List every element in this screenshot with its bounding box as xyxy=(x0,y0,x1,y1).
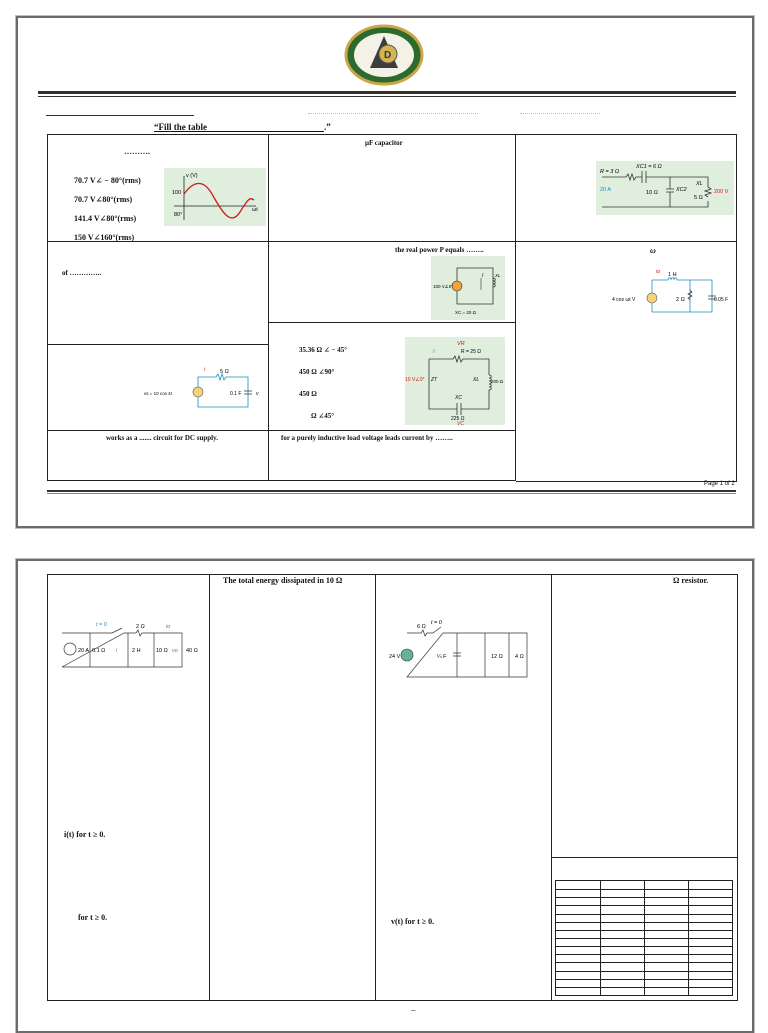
footer-mark: – xyxy=(411,1005,416,1015)
circuit-b-xc: XC = 20 Ω xyxy=(455,310,476,315)
cell-r4c2 xyxy=(269,431,516,481)
circuit-e-xl: XL xyxy=(473,377,480,383)
circuit-e-src: 10 V∠0° xyxy=(405,377,425,383)
option-b: 70.7 V∠80°(rms) xyxy=(74,195,133,204)
university-logo xyxy=(344,24,424,86)
option-a: 35.36 Ω ∠ − 45° xyxy=(299,346,348,354)
dotted-field-2 xyxy=(520,113,600,114)
question-voltage: for t ≥ 0. xyxy=(78,913,108,922)
sine-graph xyxy=(164,168,266,226)
circuit-f xyxy=(56,619,204,673)
option-d: 150 V∠160°(rms) xyxy=(74,233,135,242)
cell-r4c1 xyxy=(48,431,269,481)
circuit-d-src: vs = 10 cos 4t xyxy=(144,391,172,396)
page-number: Page 1 of 2 xyxy=(704,481,735,487)
circuit-c-src: 4 cos ωt V xyxy=(612,297,636,303)
question-table xyxy=(47,134,737,481)
circuit-e-z: ZT xyxy=(431,377,438,383)
circuit-e-xcv: 225 Ω xyxy=(451,416,465,422)
circuit-b xyxy=(431,256,505,320)
capacitor-text: µF capacitor xyxy=(365,139,403,147)
circuit-f-r3: 10 Ω xyxy=(156,648,168,654)
circuit-f-io: io xyxy=(166,624,171,630)
circuit-a xyxy=(596,161,734,215)
circuit-d xyxy=(144,363,266,417)
footer-rule xyxy=(47,490,736,492)
circuit-d-c: 0.1 F xyxy=(230,391,242,397)
instruction: “Fill the table .” xyxy=(154,122,331,132)
circuit-c xyxy=(612,264,734,316)
grid-col-line xyxy=(688,881,689,995)
circuit-b-xl: XL xyxy=(495,273,501,278)
blank-dots: ………. xyxy=(124,147,150,156)
circuit-a-xc2: XC2 xyxy=(676,187,687,193)
circuit-g-src: 24 V xyxy=(389,654,401,660)
circuit-a-r2: 10 Ω xyxy=(646,190,658,196)
circuit-f-t: t = 0 xyxy=(96,622,107,628)
circuit-f-r4: 40 Ω xyxy=(186,648,198,654)
header-rule-thin xyxy=(38,96,736,97)
circuit-g-r3: 4 Ω xyxy=(515,654,524,660)
circuit-g-r1: 6 Ω xyxy=(417,624,426,630)
circuit-e-i: I xyxy=(433,349,435,355)
option-c: 141.4 V∠80°(rms) xyxy=(74,214,137,223)
option-d: Ω ∠45° xyxy=(311,412,335,420)
inductive-load-text: for a purely inductive load voltage leads current by …….. xyxy=(281,434,453,442)
circuit-a-xl: XL xyxy=(696,181,703,187)
cell-r2c1 xyxy=(48,242,269,345)
circuit-e-r: R = 25 Ω xyxy=(461,349,481,355)
circuit-f-r2: 0.1 Ω xyxy=(92,648,106,654)
cell-r1c2 xyxy=(269,135,516,242)
circuit-f-r1: 2 Ω xyxy=(136,624,145,630)
circuit-a-v: 200 V xyxy=(714,189,729,195)
circuit-c-c: 0.05 F xyxy=(714,297,729,303)
column-4 xyxy=(551,575,737,1000)
graph-xlabel: ωt xyxy=(252,207,258,213)
answer-grid xyxy=(555,880,733,996)
circuit-f-src: 20 A xyxy=(78,648,90,654)
circuit-d-r: 5 Ω xyxy=(220,369,229,375)
name-underline xyxy=(46,115,194,116)
grid-col-line xyxy=(600,881,601,995)
omega-symbol: ω xyxy=(650,246,656,255)
footer-rule-thin xyxy=(47,493,736,494)
circuit-b-i: I xyxy=(482,273,484,279)
blank-of: of ………….. xyxy=(62,269,102,277)
graph-ymax: 100 xyxy=(172,190,182,196)
cell-r1c1 xyxy=(48,135,269,242)
circuit-d-v: v xyxy=(256,391,259,397)
impedance-options xyxy=(299,339,347,427)
cell-r2c3 xyxy=(516,242,737,482)
circuit-g-r2: 12 Ω xyxy=(491,654,503,660)
dotted-field xyxy=(308,113,478,114)
cell-r3c2 xyxy=(269,323,516,431)
graph-phase: 80° xyxy=(174,212,183,218)
circuit-g-c: ¼ F xyxy=(437,654,447,660)
dc-circuit-text: works as a ....... circuit for DC supply. xyxy=(106,434,218,442)
question-vt: v(t) for t ≥ 0. xyxy=(391,917,435,926)
circuit-e-xc: XC xyxy=(455,395,462,401)
column-4-divider xyxy=(551,857,737,858)
option-c: 450 Ω xyxy=(299,390,317,398)
cell-r3c1 xyxy=(48,345,269,431)
document-page-1 xyxy=(16,16,754,528)
column-2 xyxy=(209,575,376,1000)
energy-question: The total energy dissipated in 10 Ω xyxy=(223,576,343,585)
circuit-b-src: 100 V∠0° xyxy=(433,284,454,289)
option-a: 70.7 V∠ − 80°(rms) xyxy=(74,176,141,185)
circuit-e xyxy=(405,337,505,425)
circuit-a-xlv: 5 Ω xyxy=(694,195,703,201)
column-3 xyxy=(375,575,552,1000)
circuit-f-i: i xyxy=(116,648,118,654)
question-current: i(t) for t ≥ 0. xyxy=(64,830,106,839)
circuit-f-l: 2 H xyxy=(132,648,141,654)
header-rule xyxy=(38,91,736,94)
svg-text:D: D xyxy=(384,50,392,61)
real-power-text: the real power P equals …….. xyxy=(395,246,484,254)
circuit-g-t: t = 0 xyxy=(431,620,442,626)
cell-r2c2 xyxy=(269,242,516,323)
circuit-a-src: 20 A xyxy=(600,187,612,193)
circuit-a-xc1: XC1 = 6 Ω xyxy=(636,164,662,170)
circuit-c-r: 2 Ω xyxy=(676,297,685,303)
circuit-d-i: i xyxy=(204,367,206,373)
column-1 xyxy=(48,575,210,1000)
circuit-g xyxy=(387,615,537,683)
circuit-e-xlv: 200 Ω xyxy=(491,379,504,384)
cell-r1c3 xyxy=(516,135,737,242)
document-page-2 xyxy=(16,559,754,1033)
circuit-a-r: R = 3 Ω xyxy=(600,169,620,175)
option-b: 450 Ω ∠90° xyxy=(299,368,335,376)
grid-col-line xyxy=(644,881,645,995)
problems-table xyxy=(47,574,738,1001)
circuit-c-i: io xyxy=(656,269,661,275)
circuit-f-v: vo xyxy=(172,648,178,654)
circuit-e-vc: VC xyxy=(457,421,464,425)
graph-ylabel: v (V) xyxy=(186,173,198,179)
answer-options xyxy=(74,171,141,247)
circuit-c-l: 1 H xyxy=(668,272,677,278)
resistor-question: Ω resistor. xyxy=(673,576,709,585)
circuit-e-vr: VR xyxy=(457,341,465,347)
